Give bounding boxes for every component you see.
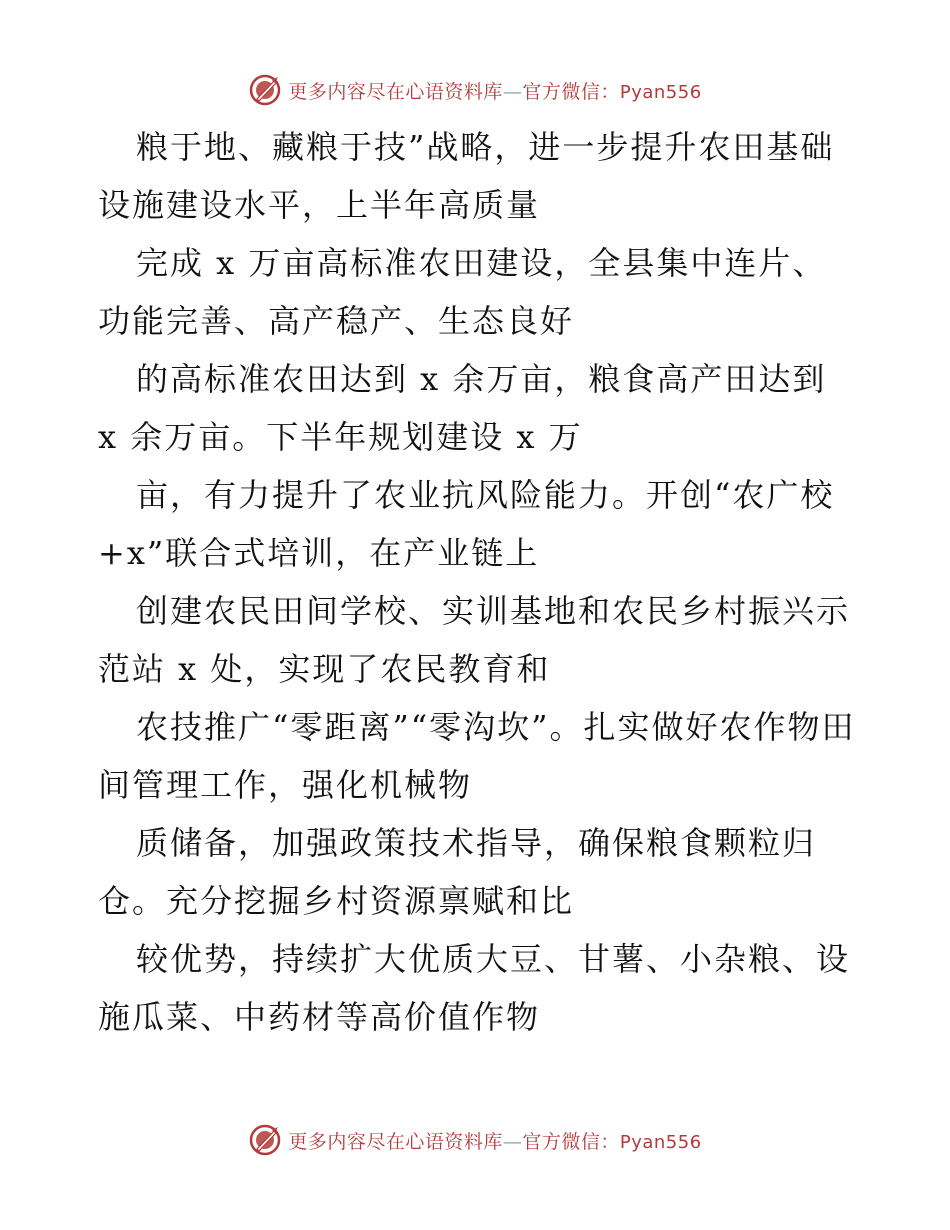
document-body	[98, 118, 858, 1046]
quill-seal-icon	[248, 73, 282, 107]
banner-site-name: 更多内容尽在心语资料库	[288, 1130, 503, 1153]
banner-dash: —	[502, 80, 523, 103]
footer-watermark	[0, 1120, 950, 1160]
header-watermark	[0, 70, 950, 110]
paragraph: 创建农民田间学校、实训基地和农民乡村振兴示范站 x 处，实现了农民教育和	[98, 592, 851, 688]
paragraph: 完成 x 万亩高标准农田建设，全县集中连片、功能完善、高产稳产、生态良好	[98, 244, 827, 340]
banner-wechat-id: Pyan556	[619, 1131, 702, 1153]
banner-dash: —	[502, 1130, 523, 1153]
banner-site-name: 更多内容尽在心语资料库	[288, 80, 503, 103]
paragraph: 质储备，加强政策技术指导，确保粮食颗粒归仓。充分挖掘乡村资源禀赋和比	[98, 824, 817, 920]
banner-text	[288, 77, 701, 104]
banner-wechat-id: Pyan556	[619, 81, 702, 103]
paragraph: 的高标准农田达到 x 余万亩，粮食高产田达到 x 余万亩。下半年规划建设 x 万	[98, 360, 827, 456]
banner-wechat-label: 官方微信：	[522, 80, 620, 103]
banner-text	[288, 1127, 701, 1154]
paragraph: 亩，有力提升了农业抗风险能力。开创“农广校+x”联合式培训，在产业链上	[98, 476, 835, 572]
paragraph: 粮于地、藏粮于技”战略，进一步提升农田基础设施建设水平，上半年高质量	[98, 128, 835, 224]
paragraph: 较优势，持续扩大优质大豆、甘薯、小杂粮、设施瓜菜、中药材等高价值作物	[98, 940, 851, 1036]
banner-wechat-label: 官方微信：	[522, 1130, 620, 1153]
quill-seal-icon	[248, 1123, 282, 1157]
paragraph: 农技推广“零距离”“零沟坎”。扎实做好农作物田间管理工作，强化机械物	[98, 708, 856, 804]
